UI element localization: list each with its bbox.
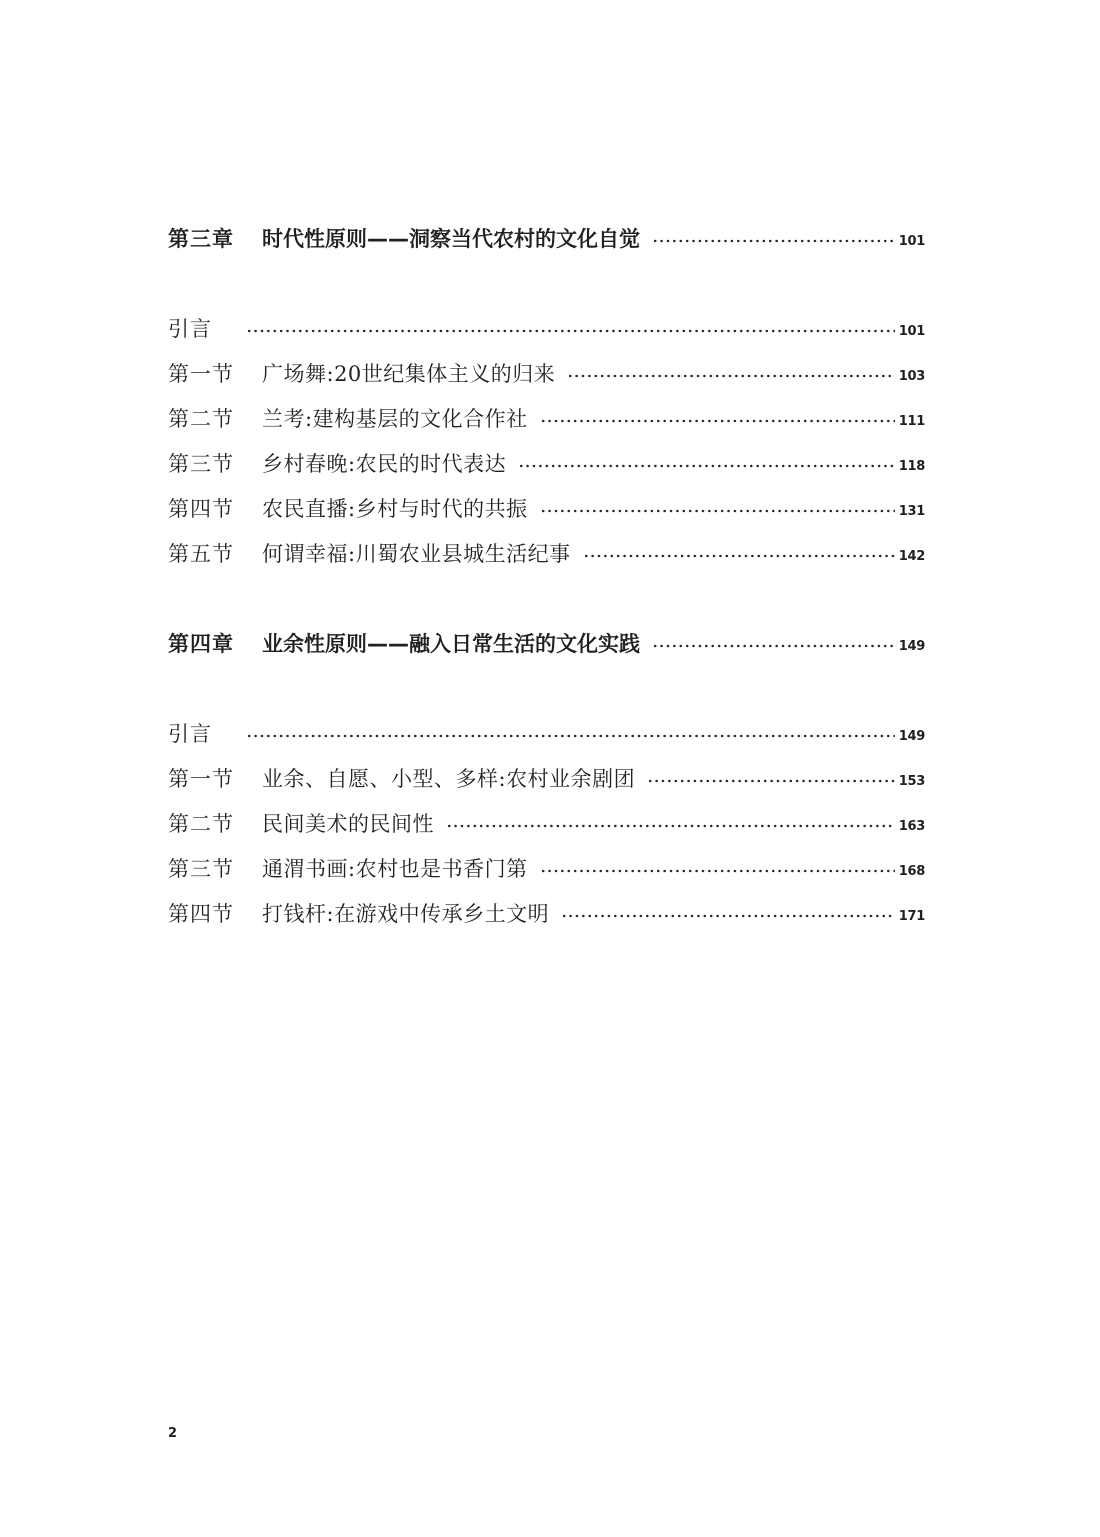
dot-leader	[567, 374, 894, 378]
page-number: 168	[898, 863, 925, 879]
chapter-label: 第四章	[168, 632, 234, 656]
section-label: 引言	[168, 317, 212, 341]
dot-leader	[246, 329, 895, 333]
page-number: 103	[898, 368, 925, 384]
section-label: 第三节	[168, 857, 234, 881]
section-title: 通渭书画:农村也是书香门第	[262, 857, 528, 881]
dot-leader	[540, 419, 895, 423]
toc-section[interactable]	[168, 445, 925, 481]
toc-section[interactable]	[168, 850, 925, 886]
chapter-label: 第三章	[168, 227, 234, 251]
dot-leader	[518, 464, 895, 468]
toc-section[interactable]	[168, 355, 925, 391]
toc-section[interactable]	[168, 805, 925, 841]
page-number: 149	[898, 638, 925, 654]
section-label: 第二节	[168, 407, 234, 431]
dot-leader	[540, 869, 895, 873]
section-title: 业余、自愿、小型、多样:农村业余剧团	[262, 767, 636, 791]
dot-leader	[540, 509, 895, 513]
dot-leader	[652, 644, 895, 648]
section-title: 农民直播:乡村与时代的共振	[262, 497, 528, 521]
section-label: 第四节	[168, 902, 234, 926]
section-label: 第四节	[168, 497, 234, 521]
dot-leader	[246, 734, 895, 738]
dot-leader	[561, 914, 895, 918]
page-number: 153	[898, 773, 925, 789]
section-title: 打钱杆:在游戏中传承乡土文明	[262, 902, 550, 926]
page-number: 111	[898, 413, 925, 429]
page-number: 163	[898, 818, 925, 834]
section-label: 第三节	[168, 452, 234, 476]
section-label: 第一节	[168, 362, 234, 386]
toc-section[interactable]	[168, 535, 925, 571]
chapter-title: 时代性原则——洞察当代农村的文化自觉	[262, 227, 640, 251]
section-label: 第二节	[168, 812, 234, 836]
page-number: 142	[898, 548, 925, 564]
dot-leader	[652, 239, 895, 243]
toc-section[interactable]	[168, 760, 925, 796]
section-title: 广场舞:20世纪集体主义的归来	[262, 362, 556, 386]
toc-introduction[interactable]	[168, 715, 925, 751]
toc-section[interactable]	[168, 400, 925, 436]
section-title: 民间美术的民间性	[262, 812, 434, 836]
section-label: 第五节	[168, 542, 234, 566]
toc-chapter-3[interactable]	[168, 220, 925, 256]
chapter-title: 业余性原则——融入日常生活的文化实践	[262, 632, 640, 656]
section-title: 兰考:建构基层的文化合作社	[262, 407, 528, 431]
page-number: 101	[898, 233, 925, 249]
page-folio-number: 2	[168, 1426, 178, 1441]
dot-leader	[647, 779, 895, 783]
section-label: 引言	[168, 722, 212, 746]
section-title: 乡村春晚:农民的时代表达	[262, 452, 507, 476]
toc-section[interactable]	[168, 490, 925, 526]
dot-leader	[583, 554, 895, 558]
page-number: 171	[898, 908, 925, 924]
toc-introduction[interactable]	[168, 310, 925, 346]
section-title: 何谓幸福:川蜀农业县城生活纪事	[262, 542, 571, 566]
page-number: 101	[898, 323, 925, 339]
page-number: 118	[898, 458, 925, 474]
toc-section[interactable]	[168, 895, 925, 931]
page-number: 131	[898, 503, 925, 519]
toc-chapter-4[interactable]	[168, 625, 925, 661]
dot-leader	[446, 824, 895, 828]
page-number: 149	[898, 728, 925, 744]
section-label: 第一节	[168, 767, 234, 791]
